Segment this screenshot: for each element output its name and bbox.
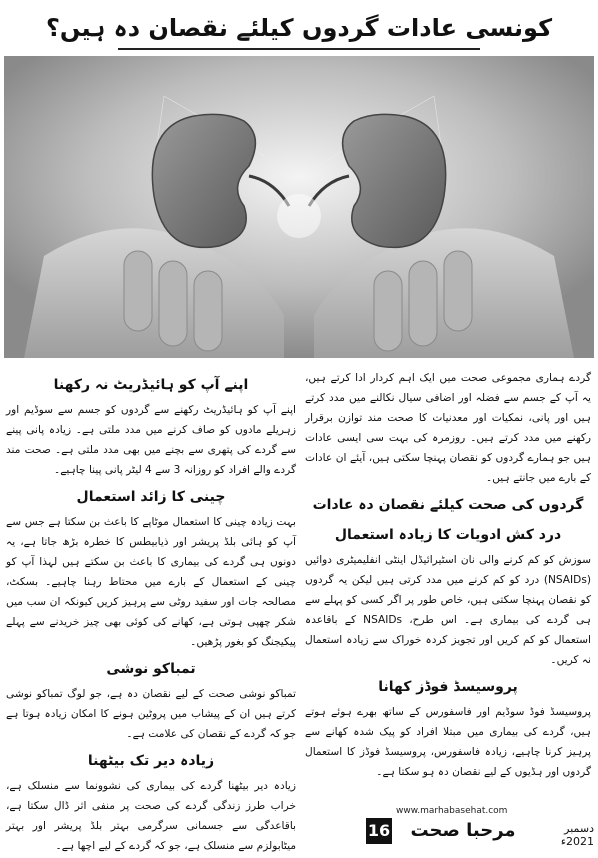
right-column [305, 368, 591, 784]
page-title: کونسی عادات گردوں کیلئے نقصان دہ ہیں؟ [45, 14, 553, 42]
kidney-hands-photo [4, 56, 594, 358]
heading-painkillers: درد کش ادویات کا زیادہ استعمال [334, 527, 562, 543]
issue-date: دسمبر 2021ء [560, 822, 594, 848]
paragraph-sugar: بہت زیادہ چینی کا استعمال موٹاپے کا باعث بن سکتا ہے جس سے آپ کو ہائی بلڈ پریشر اور ذیابیطس کا خطرہ بڑھ جاتا ہے، یہ دونوں ہی گردے کی بیماری کا باعث بن سکتے ہیں لہذا آپ کو چینی کے استعمال کے بارے میں محتاط رہنا چاہیے۔ بسکٹ، مصالحہ جات اور سفید روٹی سے پرہیز کریں کیونکہ ان سب میں شکر چھپی ہوتی ہے، کھانے کی کوئی بھی چیز خریدنے سے پہلے پیکیجنگ کو بغور پڑھیں۔ [6, 516, 296, 648]
section-heading: گردوں کی صحت کیلئے نقصان دہ عادات [312, 497, 584, 513]
paragraph-sitting: زیادہ دیر بیٹھنا گردے کی بیماری کی نشوونما سے منسلک ہے، خراب طرز زندگی گردے کی صحت پر منفی اثر ڈال سکتا ہے، باقاعدگی سے جسمانی سرگرمی بہتر بلڈ پریشر اور بہتر میٹابولزم سے منسلک ہے، جو کہ گردے کے لیے اچھا ہے۔ [6, 780, 296, 852]
heading-processed-food: پروسیسڈ فوڈز کھانا [378, 679, 518, 695]
paragraph-painkillers: سوزش کو کم کرنے والی نان اسٹیرائیڈل اینٹی انفلیمیٹری دوائیں (NSAIDs) درد کو کم کرنے میں مدد کرتی ہیں لیکن یہ گردوں کو نقصان پہنچا سکتی ہیں، خاص طور پر اگر کسی کو پہلے سے ہی گردے کی بیماری ہے۔ اس طرح، NSAIDs کے باقاعدہ استعمال کو کم کریں اور تجویز کردہ خوراک سے زیادہ استعمال نہ کریں۔ [305, 554, 591, 666]
heading-sugar: چینی کا زائد استعمال [76, 489, 226, 505]
heading-sitting: زیادہ دیر تک بیٹھنا [87, 753, 215, 769]
intro-paragraph: گردے ہماری مجموعی صحت میں ایک اہم کردار ادا کرتے ہیں، یہ آپ کے جسم سے فضلہ اور اضافی سیال نکالنے میں مدد کرتے ہیں اور پانی، نمکیات اور معدنیات کا صحت مند توازن برقرار رکھنے میں مدد کرتے ہیں۔ روزمرہ کی بہت سی ایسی عادات ہیں جو ہمارے گردوں کو نقصان پہنچا سکتی ہیں، آیئے ان عادات کے بارے میں جانتے ہیں۔ [305, 372, 591, 484]
paragraph-smoking: تمباکو نوشی صحت کے لیے نقصان دہ ہے، جو لوگ تمباکو نوشی کرتے ہیں ان کے پیشاب میں پروٹین ہونے کا امکان زیادہ ہوتا ہے جو کہ گردے کے نقصان کی علامت ہے۔ [6, 688, 296, 740]
title-underline [118, 48, 480, 50]
paragraph-hydration: اپنے آپ کو ہائیڈریٹ رکھنے سے گردوں کو جسم سے سوڈیم اور زہریلے مادوں کو صاف کرنے میں مدد ملتی ہے۔ زیادہ پانی پینے سے گردے کی پتھری سے بچنے میں بھی مدد ملتی ہے۔ صحت مند گردے والے افراد کو روزانہ 3 سے 4 لیٹر پانی پینا چاہیے۔ [6, 404, 296, 476]
heading-hydration: اپنے آپ کو ہائیڈریٹ نہ رکھنا [53, 377, 249, 393]
heading-smoking: تمباکو نوشی [106, 661, 196, 677]
left-column [6, 368, 296, 858]
website-url: www.marhabasehat.com [396, 806, 508, 816]
paragraph-processed-food: پروسیسڈ فوڈ سوڈیم اور فاسفورس کے ساتھ بھرے ہوئے ہوتے ہیں، گردے کی بیماری میں مبتلا افراد کو پیک شدہ کھانے سے پرہیز کرنا چاہیے، زیادہ فاسفورس، پروسیسڈ فوڈز کا استعمال گردوں اور ہڈیوں کے لیے نقصان دہ ہو سکتا ہے۔ [305, 706, 591, 778]
page-number: 16 [366, 818, 392, 844]
magazine-logo: مرحبا صحت [410, 820, 516, 841]
